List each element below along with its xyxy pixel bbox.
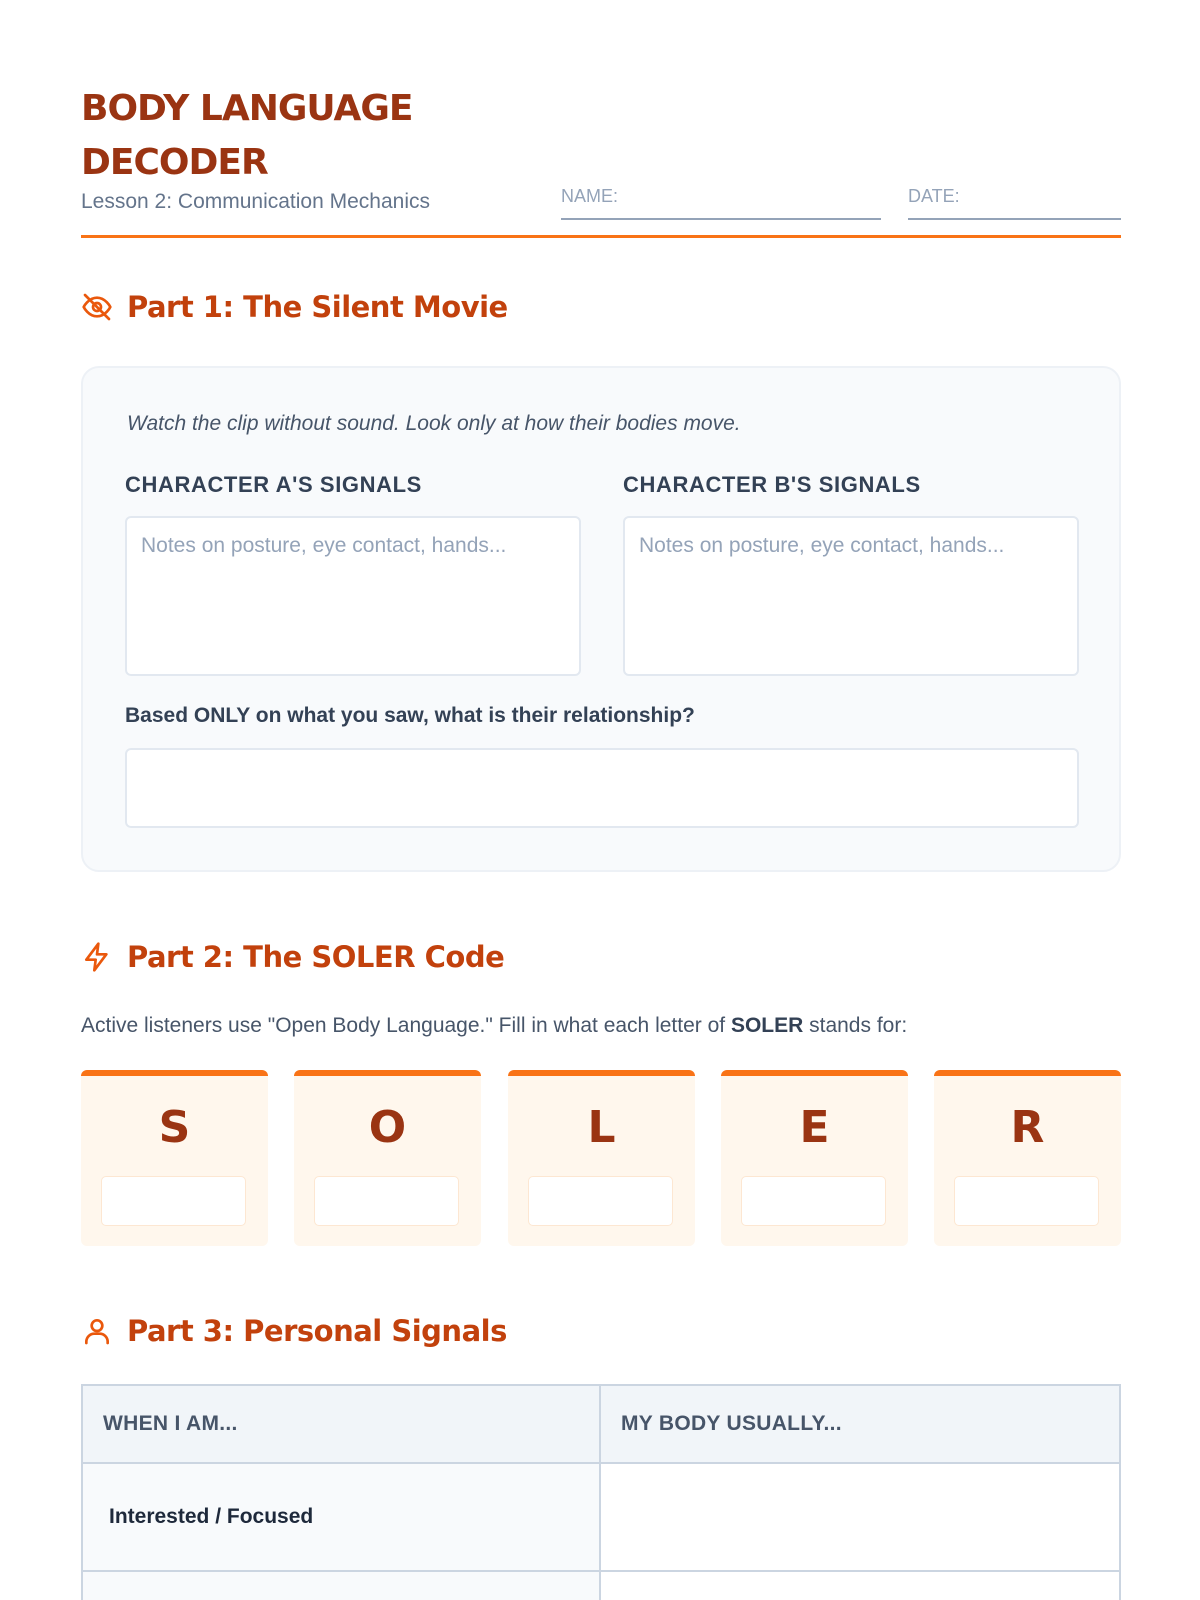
name-label: NAME: <box>561 186 619 206</box>
worksheet-title: BODY LANGUAGE DECODER <box>81 88 413 183</box>
intro-prefix: Active listeners use "Open Body Language." Fill in what each letter of <box>81 1014 731 1037</box>
relationship-answer[interactable] <box>125 748 1079 828</box>
soler-answer-o[interactable] <box>314 1176 459 1226</box>
character-b-notes[interactable] <box>623 516 1079 676</box>
worksheet-page <box>81 0 1121 1528</box>
column-header-body: MY BODY USUALLY... <box>601 1386 1119 1462</box>
question-prefix: Based <box>125 704 194 727</box>
intro-suffix: stands for: <box>803 1014 908 1037</box>
soler-card-r <box>934 1070 1121 1246</box>
part2-heading <box>81 940 504 974</box>
soler-card-l <box>508 1070 695 1246</box>
soler-card-s <box>81 1070 268 1246</box>
lightning-icon <box>81 941 113 973</box>
soler-card-o <box>294 1070 481 1246</box>
lesson-subtitle: Lesson 2: Communication Mechanics <box>81 190 431 213</box>
soler-answer-e[interactable] <box>741 1176 886 1226</box>
intro-emphasis: SOLER <box>730 1014 804 1037</box>
name-field[interactable] <box>561 186 881 220</box>
part1-heading <box>81 290 508 324</box>
state-cell <box>83 1572 601 1600</box>
soler-letter: E <box>799 1102 830 1153</box>
soler-answer-r[interactable] <box>954 1176 1099 1226</box>
user-icon <box>81 1315 113 1347</box>
part3-title: Part 3: Personal Signals <box>127 1314 507 1348</box>
question-suffix: on what you saw, what is their relationship? <box>249 704 695 727</box>
character-b-placeholder: Notes on posture, eye contact, hands... <box>639 534 1005 557</box>
table-row <box>83 1464 1119 1572</box>
date-field[interactable] <box>908 186 1121 220</box>
character-b-label: CHARACTER B'S SIGNALS <box>623 472 921 497</box>
question-emphasis: ONLY <box>193 704 250 727</box>
state-cell: Interested / Focused <box>83 1464 601 1570</box>
part3-heading <box>81 1314 507 1348</box>
soler-letter: O <box>368 1102 407 1153</box>
soler-letter: S <box>158 1102 191 1153</box>
character-a-placeholder: Notes on posture, eye contact, hands... <box>141 534 507 557</box>
body-response-cell[interactable] <box>601 1464 1119 1570</box>
soler-answer-s[interactable] <box>101 1176 246 1226</box>
table-header-row <box>83 1386 1119 1464</box>
soler-intro <box>81 1014 907 1038</box>
column-header-when: WHEN I AM... <box>83 1386 601 1462</box>
part1-instruction: Watch the clip without sound. Look only at how their bodies move. <box>127 412 741 435</box>
eye-off-icon <box>81 291 113 323</box>
relationship-question <box>125 704 695 728</box>
character-a-notes[interactable] <box>125 516 581 676</box>
table-row <box>83 1572 1119 1600</box>
soler-card-e <box>721 1070 908 1246</box>
date-label: DATE: <box>908 186 960 206</box>
soler-letter: L <box>587 1102 616 1153</box>
soler-answer-l[interactable] <box>528 1176 673 1226</box>
character-a-label: CHARACTER A'S SIGNALS <box>125 472 422 497</box>
silent-movie-card <box>81 366 1121 872</box>
personal-signals-table <box>81 1384 1121 1600</box>
worksheet-header <box>81 0 1121 238</box>
body-response-cell[interactable] <box>601 1572 1119 1600</box>
part2-title: Part 2: The SOLER Code <box>127 940 505 974</box>
part1-title: Part 1: The Silent Movie <box>127 290 508 324</box>
soler-letter: R <box>1010 1102 1045 1153</box>
